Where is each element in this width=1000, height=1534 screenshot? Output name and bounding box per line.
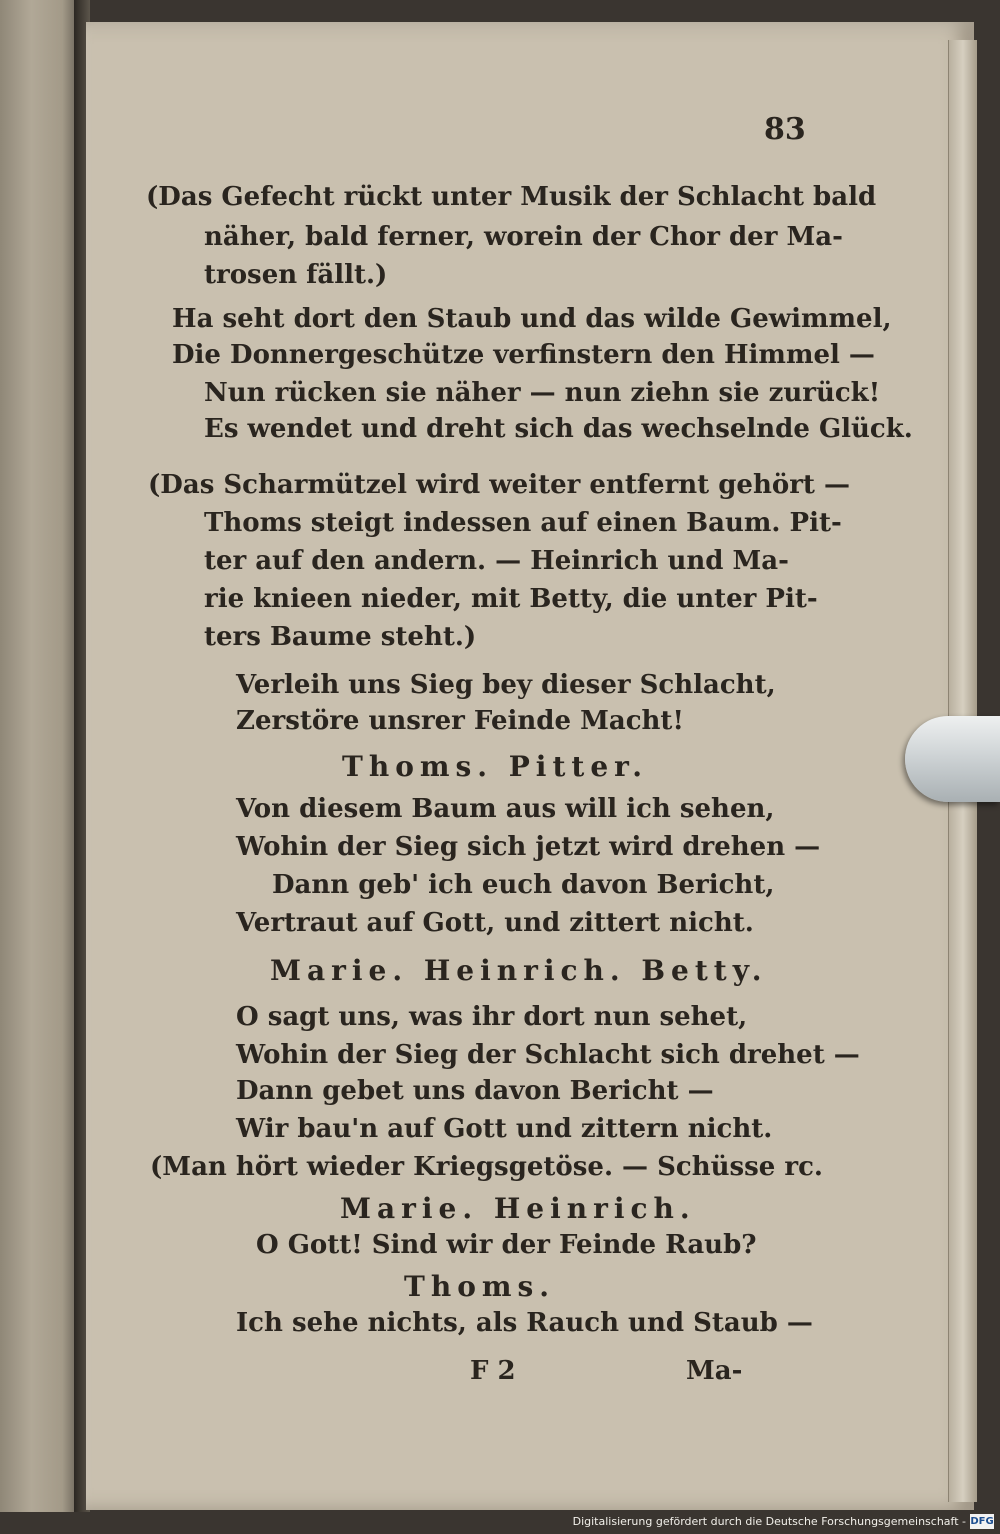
text-line: trosen fällt.) [204, 260, 388, 290]
speaker-heading: Thoms. [404, 1270, 556, 1303]
text-line: Vertraut auf Gott, und zittert nicht. [236, 908, 754, 938]
text-line: Verleih uns Sieg bey dieser Schlacht, [236, 670, 776, 700]
text-line: (Das Scharmützel wird weiter entfernt gehört — [148, 470, 850, 500]
text-line: Thoms steigt indessen auf einen Baum. Pit- [204, 508, 842, 538]
text-line: Die Donnergeschütze verfinstern den Himmel — [172, 340, 875, 370]
dfg-logo: DFG [970, 1516, 994, 1527]
text-line: näher, bald ferner, worein der Chor der Ma- [204, 222, 843, 252]
text-line: Ich sehe nichts, als Rauch und Staub — [236, 1308, 813, 1338]
speaker-heading: Marie. Heinrich. [340, 1192, 696, 1225]
text-line: O Gott! Sind wir der Feinde Raub? [256, 1230, 757, 1260]
text-line: ter auf den andern. — Heinrich und Ma- [204, 546, 789, 576]
funding-credit: Digitalisierung gefördert durch die Deutsche Forschungsgemeinschaft - [572, 1515, 966, 1528]
text-line: Wohin der Sieg der Schlacht sich drehet — [236, 1040, 860, 1070]
catchword: Ma- [686, 1356, 743, 1386]
text-line: rie knieen nieder, mit Betty, die unter Pit- [204, 584, 818, 614]
text-line: ters Baume steht.) [204, 622, 477, 652]
speaker-heading: Marie. Heinrich. Betty. [270, 954, 768, 987]
signature-mark: F 2 [470, 1356, 516, 1386]
text-line: Es wendet und dreht sich das wechselnde Glück. [204, 414, 913, 444]
text-line: Dann gebet uns davon Bericht — [236, 1076, 714, 1106]
text-line: Zerstöre unsrer Feinde Macht! [236, 706, 684, 736]
text-line: Wohin der Sieg sich jetzt wird drehen — [236, 832, 821, 862]
page-number: 83 [764, 112, 806, 147]
text-line: Nun rücken sie näher — nun ziehn sie zurück! [204, 378, 881, 408]
text-line: Wir bau'n auf Gott und zittern nicht. [236, 1114, 773, 1144]
text-line: (Man hört wieder Kriegsgetöse. — Schüsse rc. [150, 1152, 823, 1182]
text-line: O sagt uns, was ihr dort nun sehet, [236, 1002, 748, 1032]
speaker-heading: Thoms. Pitter. [342, 750, 649, 783]
page-clip [905, 716, 1000, 802]
text-line: (Das Gefecht rückt unter Musik der Schlacht bald [146, 182, 877, 212]
text-line: Dann geb' ich euch davon Bericht, [272, 870, 775, 900]
text-line: Ha seht dort den Staub und das wilde Gewimmel, [172, 304, 892, 334]
text-line: Von diesem Baum aus will ich sehen, [236, 794, 775, 824]
